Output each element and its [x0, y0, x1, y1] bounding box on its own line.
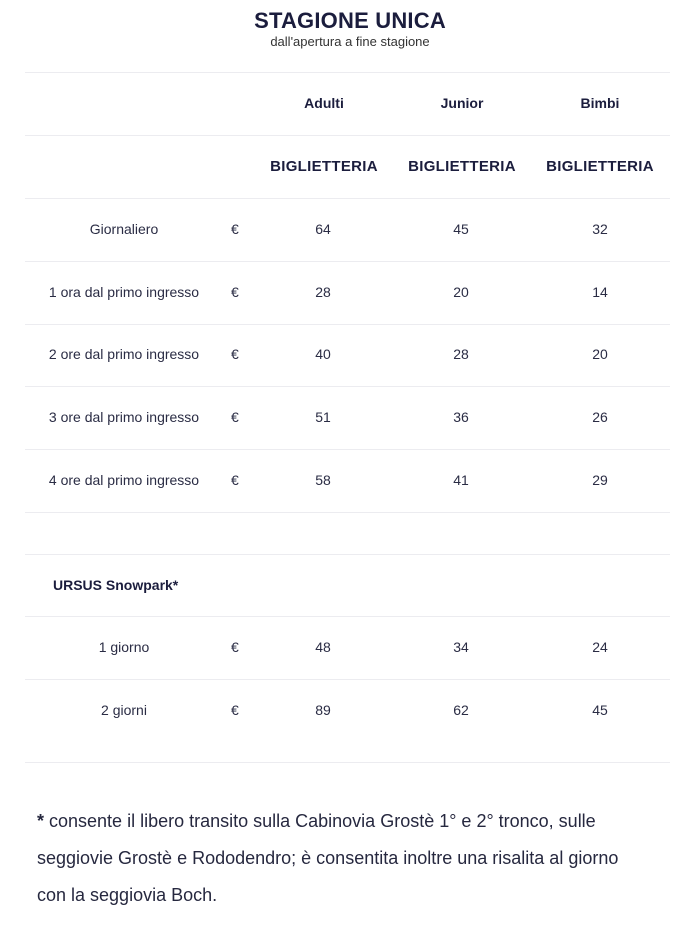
price-adulti: 51 — [315, 409, 331, 425]
price-adulti: 64 — [315, 221, 331, 237]
subheader-biglietteria: BIGLIETTERIA — [270, 158, 378, 175]
price-junior: 41 — [453, 472, 469, 488]
divider — [25, 762, 670, 763]
divider — [25, 679, 670, 680]
divider — [25, 261, 670, 262]
row-label: 3 ore dal primo ingresso — [48, 409, 200, 425]
price-adulti: 28 — [315, 284, 331, 300]
row-label: 2 giorni — [101, 702, 147, 718]
price-bimbi: 14 — [592, 284, 608, 300]
price-bimbi: 32 — [592, 221, 608, 237]
price-bimbi: 29 — [592, 472, 608, 488]
column-header-bimbi: Bimbi — [580, 95, 620, 111]
price-adulti: 48 — [315, 639, 331, 655]
footnote — [37, 803, 637, 914]
divider — [25, 386, 670, 387]
price-junior: 34 — [453, 639, 469, 655]
row-label: 1 giorno — [98, 639, 150, 655]
currency-symbol: € — [231, 284, 239, 300]
price-bimbi: 24 — [592, 639, 608, 655]
price-junior: 20 — [453, 284, 469, 300]
currency-symbol: € — [231, 472, 239, 488]
subheader-biglietteria: BIGLIETTERIA — [408, 158, 516, 175]
column-header-junior: Junior — [440, 95, 484, 111]
divider — [25, 324, 670, 325]
price-adulti: 40 — [315, 346, 331, 362]
price-adulti: 58 — [315, 472, 331, 488]
page-title: STAGIONE UNICA — [254, 8, 446, 33]
column-header-adulti: Adulti — [304, 95, 344, 111]
row-label: Giornaliero — [89, 221, 159, 237]
price-bimbi: 26 — [592, 409, 608, 425]
price-junior: 45 — [453, 221, 469, 237]
row-label: 2 ore dal primo ingresso — [48, 346, 200, 362]
price-junior: 28 — [453, 346, 469, 362]
divider — [25, 72, 670, 73]
row-label: 4 ore dal primo ingresso — [48, 472, 200, 488]
divider — [25, 449, 670, 450]
section-title-ursus-snowpark: URSUS Snowpark* — [53, 577, 179, 593]
currency-symbol: € — [231, 221, 239, 237]
footnote-text: consente il libero transito sulla Cabinovia Grostè 1° e 2° tronco, sulle seggiovie Grostè e Rododendro; è consentita inoltre una risalita al giorno con la seggiovia Boch. — [37, 811, 619, 905]
footnote-marker: * — [37, 811, 45, 831]
currency-symbol: € — [231, 346, 239, 362]
divider — [25, 616, 670, 617]
divider — [25, 135, 670, 136]
currency-symbol: € — [231, 639, 239, 655]
divider — [25, 512, 670, 513]
subheader-biglietteria: BIGLIETTERIA — [546, 158, 654, 175]
page-header — [0, 8, 700, 50]
divider — [25, 554, 670, 555]
price-junior: 62 — [453, 702, 469, 718]
currency-symbol: € — [231, 409, 239, 425]
page-subtitle: dall'apertura a fine stagione — [270, 34, 430, 49]
price-junior: 36 — [453, 409, 469, 425]
price-bimbi: 20 — [592, 346, 608, 362]
currency-symbol: € — [231, 702, 239, 718]
price-adulti: 89 — [315, 702, 331, 718]
row-label: 1 ora dal primo ingresso — [48, 284, 200, 300]
price-bimbi: 45 — [592, 702, 608, 718]
divider — [25, 198, 670, 199]
